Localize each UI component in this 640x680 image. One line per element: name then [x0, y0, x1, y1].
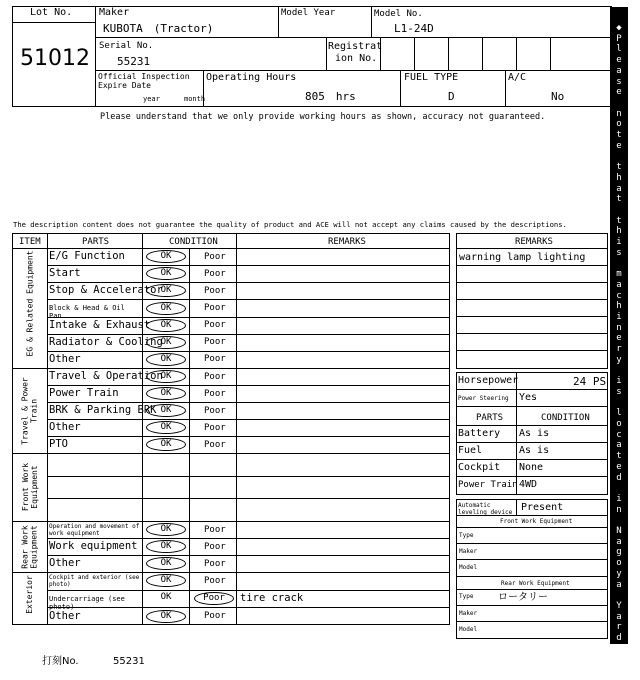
part-label: E/G Function: [49, 250, 125, 263]
rear-type-label: Type: [459, 593, 474, 600]
ac-value: No: [551, 90, 565, 103]
poor-mark: Poor: [204, 285, 226, 296]
ok-mark: OK: [146, 336, 186, 349]
section-label: Exterior: [25, 574, 34, 614]
power-steering-value: Yes: [519, 392, 538, 403]
poor-mark: Poor: [204, 611, 226, 622]
inspection-label-1: Official Inspection: [98, 72, 190, 81]
ok-mark: OK: [146, 404, 186, 417]
poor-mark: Poor: [204, 371, 226, 382]
front-model-label: Model: [459, 564, 478, 571]
location-notice-text: ◆ P l e a s e n o t e t h a t t h i s m a c h i n e r y i s l o c a t e d i n N a g o y a Y a r d ◆: [616, 23, 622, 654]
ok-mark: OK: [146, 302, 186, 315]
rear-maker-label: Maker: [459, 610, 478, 617]
poor-mark: Poor: [204, 405, 226, 416]
part-label: PTO: [49, 438, 68, 450]
poor-mark: Poor: [204, 354, 226, 365]
remarks-header: REMARKS: [328, 237, 366, 247]
right-remarks-label: REMARKS: [515, 237, 553, 247]
poor-mark: Poor: [204, 268, 226, 279]
poor-mark: Poor: [204, 320, 226, 331]
ok-mark: OK: [160, 592, 172, 602]
fuel-label: Fuel: [458, 445, 483, 456]
horsepower-value: 24 PS: [573, 375, 607, 388]
table-row: [47, 498, 450, 521]
registration-label-2: ion No.: [335, 53, 378, 64]
ok-mark: OK: [146, 523, 186, 536]
inspection-label-2: Expire Date: [98, 81, 151, 90]
power-train-label: Power Train: [458, 480, 518, 490]
cockpit-label: Cockpit: [458, 462, 501, 473]
part-label: Other: [49, 609, 81, 622]
fuel-value: As is: [519, 445, 550, 456]
stamp-no-value: 55231: [113, 656, 145, 667]
year-label: year: [143, 95, 160, 103]
battery-value: As is: [519, 428, 550, 439]
stamp-no-label: 打刻No.: [42, 656, 79, 667]
model-no-value: L1-24D: [394, 22, 434, 35]
ok-mark: OK: [146, 370, 186, 383]
poor-mark: Poor: [204, 558, 226, 569]
poor-mark: Poor: [204, 575, 226, 586]
poor-mark: Poor: [204, 337, 226, 348]
part-label: Undercarriage (see photo): [49, 594, 125, 611]
serial-no-label: Serial No.: [99, 41, 154, 51]
registration-label-1: Registrat: [328, 41, 383, 52]
table-row: [47, 476, 450, 499]
rear-model-label: Model: [459, 626, 478, 633]
remark-text: tire crack: [240, 592, 304, 604]
maker-label: Maker: [99, 7, 130, 18]
poor-mark: Poor: [204, 439, 226, 450]
ok-mark: OK: [146, 387, 186, 400]
location-notice-sidebar: [610, 7, 628, 654]
poor-mark: Poor: [204, 303, 226, 313]
right-parts-header: PARTS: [476, 413, 504, 423]
part-label: Work equipment: [49, 540, 138, 552]
parts-header: PARTS: [82, 237, 110, 247]
section-label: Travel & Power Train: [20, 376, 39, 445]
month-label: month: [184, 95, 206, 103]
part-label: Cockpit and exterior (see photo): [49, 573, 140, 588]
poor-mark: Poor: [194, 592, 234, 605]
maker-value: KUBOTA (Tractor): [103, 22, 214, 35]
serial-no-value: 55231: [117, 55, 151, 68]
cockpit-value: None: [519, 462, 544, 473]
poor-mark: Poor: [204, 251, 226, 262]
part-label: Intake & Exhaust: [49, 318, 151, 331]
ok-mark: OK: [146, 610, 186, 623]
item-header: ITEM: [19, 237, 41, 247]
part-label: Radiator & Cooling: [49, 335, 163, 348]
table-row: [47, 453, 450, 476]
part-label: Other: [49, 352, 81, 365]
lot-number: 51012: [20, 46, 90, 71]
battery-label: Battery: [458, 428, 501, 439]
model-year-label: Model Year: [281, 8, 336, 18]
ok-mark: OK: [146, 421, 186, 434]
operating-hours-value: 805 hrs: [305, 90, 356, 103]
part-label: Travel & Operation: [49, 370, 163, 382]
part-label: Block & Head & Oil Pan: [49, 304, 125, 320]
part-label: Start: [49, 267, 81, 280]
ok-mark: OK: [146, 353, 186, 366]
front-maker-label: Maker: [459, 548, 478, 555]
ok-mark: OK: [146, 574, 186, 587]
ok-mark: OK: [146, 267, 186, 280]
part-label: Stop & Accelerator: [49, 284, 163, 297]
ok-mark: OK: [146, 438, 186, 451]
auto-leveling-value: Present: [521, 502, 564, 513]
part-label: Operation and movement of work equipment: [49, 522, 140, 537]
section-label: Front Work Equipment: [20, 462, 39, 512]
ac-label: A/C: [508, 72, 527, 83]
lot-no-label: Lot No.: [30, 7, 73, 18]
part-label: Other: [49, 557, 81, 569]
hours-notice: Please understand that we only provide working hours as shown, accuracy not guaranteed.: [100, 112, 546, 122]
right-remarks-line-1: warning lamp lighting: [459, 252, 586, 263]
poor-mark: Poor: [204, 541, 226, 552]
ok-mark: OK: [146, 284, 186, 297]
poor-mark: Poor: [204, 422, 226, 433]
model-no-label: Model No.: [374, 9, 423, 19]
ok-mark: OK: [146, 250, 186, 263]
part-label: BRK & Parking BRK: [49, 404, 157, 416]
operating-hours-label: Operating Hours: [206, 72, 297, 83]
fuel-type-label: FUEL TYPE: [404, 72, 459, 83]
poor-mark: Poor: [204, 524, 226, 535]
fuel-type-value: D: [448, 90, 455, 103]
section-label: Rear Work Equipment: [20, 524, 39, 569]
power-steering-label: Power Steering: [458, 395, 509, 402]
condition-header: CONDITION: [169, 237, 218, 247]
part-label: Power Train: [49, 387, 119, 399]
ok-mark: OK: [146, 540, 186, 553]
horsepower-label: Horsepower: [458, 375, 519, 386]
auto-leveling-label: Automatic leveling device: [458, 502, 513, 516]
rear-work-label: Rear Work Equipment: [501, 580, 570, 587]
right-condition-header: CONDITION: [541, 413, 590, 423]
poor-mark: Poor: [204, 388, 226, 399]
ok-mark: OK: [146, 557, 186, 570]
part-label: Other: [49, 421, 81, 433]
front-work-label: Front Work Equipment: [500, 518, 573, 525]
front-type-label: Type: [459, 532, 474, 539]
rear-type-value: ロータリー: [498, 592, 548, 603]
section-label: EG & Related Equipment: [25, 250, 34, 357]
ok-mark: OK: [146, 319, 186, 332]
description-disclaimer: The description content does not guarantee the quality of product and ACE will not accept any claims caused by the descriptions.: [13, 220, 567, 229]
power-train-value: 4WD: [519, 479, 538, 490]
